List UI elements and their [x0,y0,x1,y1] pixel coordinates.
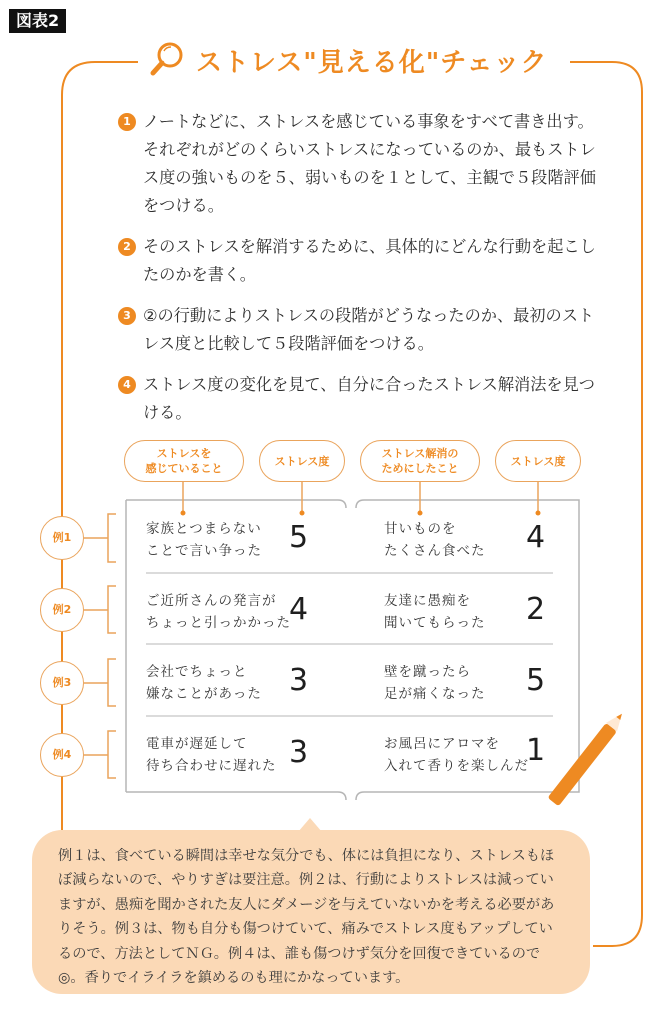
table-row-3-stress [146,661,262,705]
table-row-4-stress [146,733,277,777]
example-label-3: 例3 [40,661,84,705]
table-row-1-stress [146,518,262,562]
column-header-line: ストレス解消の [381,447,459,460]
column-header-line: ためにしたこと [381,462,459,475]
table-row-4-score-before: 3 [289,735,309,770]
table-row-4-score-after: 1 [526,733,546,768]
column-header-relief-action [360,440,480,482]
table-row-1-score-before: 5 [289,520,309,555]
cell-line: 会社でちょっと [146,664,248,680]
cell-line: ご近所さんの発言が [146,593,277,609]
column-header-line: 感じていること [145,462,223,475]
cell-line: ことで言い争った [146,543,262,559]
cell-line: 待ち合わせに遅れた [146,758,277,774]
table-row-4-action [384,733,529,777]
example-label-1: 例1 [40,516,84,560]
step-item [118,233,598,289]
table-row-2-stress [146,590,291,634]
step-item [118,302,598,358]
column-header-stress-level-before [259,440,345,482]
cell-line: 嫌なことがあった [146,686,262,702]
step-item [118,371,598,427]
table-row-3-score-after: 5 [526,663,546,698]
cell-line: 家族とつまらない [146,521,262,537]
cell-line: 入れて香りを楽しんだ [384,758,529,774]
table-row-1-action [384,518,486,562]
column-header-stress-level-after [495,440,581,482]
cell-line: 甘いものを [384,521,457,537]
step-number-badge: 3 [118,307,136,325]
example-label-2: 例2 [40,588,84,632]
column-header-stress-source [124,440,244,482]
step-text: ②の行動によりストレスの段階がどうなったのか、最初のストレス度と比較して５段階評価をつける。 [143,306,595,353]
cell-line: 電車が遅延して [146,736,248,752]
title [148,36,548,84]
step-text: ノートなどに、ストレスを感じている事象をすべて書き出す。それぞれがどのくらいストレスになっているのか、最もストレス度の強いものを５、弱いものを１として、主観で５段階評価をつける。 [143,112,596,215]
example-label-4: 例4 [40,733,84,777]
step-text: ストレス度の変化を見て、自分に合ったストレス解消法を見つける。 [143,375,595,422]
cell-line: 聞いてもらった [384,615,486,631]
table-row-2-score-after: 2 [526,592,546,627]
steps-list [118,108,598,440]
table-row-3-score-before: 3 [289,663,309,698]
note-bubble [32,830,590,994]
table-row-2-score-before: 4 [289,592,309,627]
cell-line: お風呂にアロマを [384,736,500,752]
table-row-2-action [384,590,486,634]
note-text: 例１は、食べている瞬間は幸せな気分でも、体には負担になり、ストレスもほぼ減らないので、やりすぎは要注意。例２は、行動によりストレスは減っていますが、愚痴を聞かされた友人にダメージを与えていないかを考える必要がありそう。例３は、物も自分も傷つけていて、痛みでストレス度もアップしているので、方法としてＮＧ。例４は、誰も傷つけず気分を回復できているので◎。香りでイライラを鎮めるのも理にかなっています。 [58,848,555,987]
cell-line: ちょっと引っかかった [146,615,291,631]
column-header-line: ストレス度 [510,454,566,468]
magnifier-icon [148,40,186,80]
figure-label: 図表2 [9,9,66,33]
cell-line: 足が痛くなった [384,686,486,702]
step-number-badge: 4 [118,376,136,394]
step-number-badge: 2 [118,238,136,256]
cell-line: たくさん食べた [384,543,486,559]
cell-line: 友達に愚痴を [384,593,471,609]
column-header-line: ストレス度 [274,454,330,468]
column-header-line: ストレスを [156,447,212,460]
table-row-1-score-after: 4 [526,520,546,555]
cell-line: 壁を蹴ったら [384,664,471,680]
step-text: そのストレスを解消するために、具体的にどんな行動を起こしたのかを書く。 [143,237,596,284]
table-row-3-action [384,661,486,705]
pencil-icon [547,709,627,806]
step-item [118,108,598,220]
step-number-badge: 1 [118,113,136,131]
page-title: ストレス"見える化"チェック [196,47,548,78]
